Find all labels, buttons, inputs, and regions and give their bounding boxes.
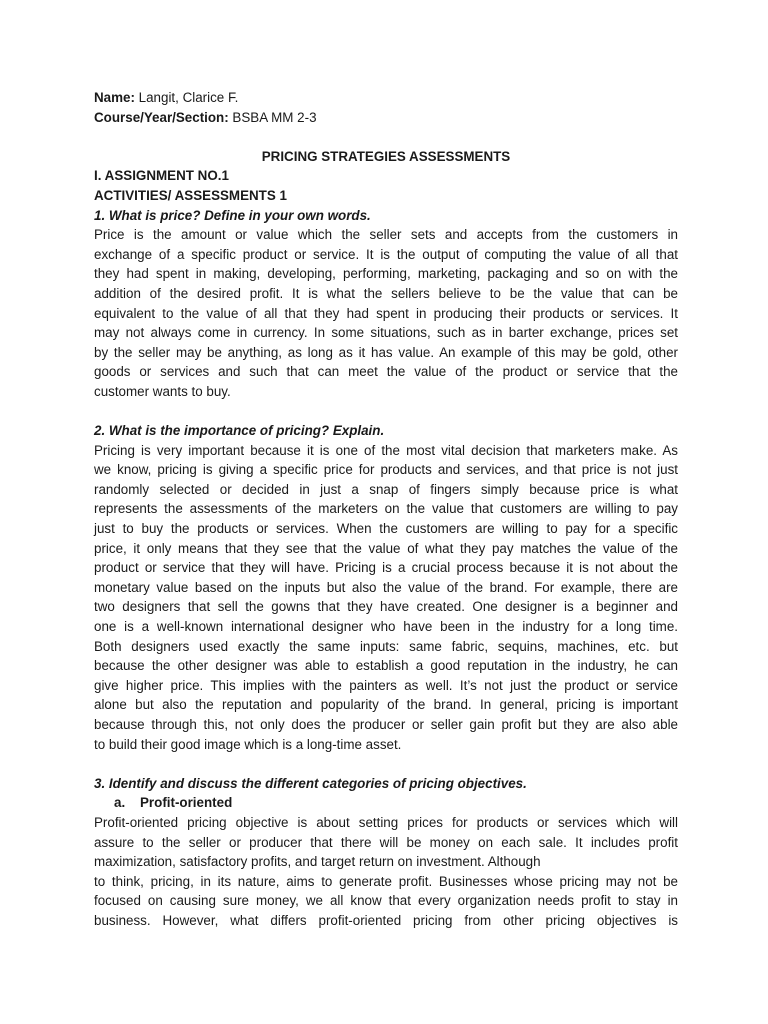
answer-2-line: give higher price. This implies with the painters as well. It’s not just the product or service xyxy=(94,677,678,693)
answer-2-line: price, it only means that they see that the value of what they pay matches the value of the xyxy=(94,540,678,556)
answer-1-line: they had spent in making, developing, performing, marketing, packaging and so on with the xyxy=(94,266,678,282)
answer-2-line: because through this, not only does the producer or seller gain profit but they are also able xyxy=(94,717,678,732)
name-line xyxy=(94,88,678,108)
answer-3-line: focused on causing sure money, we all know that every organization needs profit to stay in xyxy=(94,893,678,909)
answer-2-line: Pricing is very important because it is one of the most vital decision that marketers make. As xyxy=(94,442,678,458)
course-line xyxy=(94,108,678,128)
answer-3-paragraph xyxy=(94,813,678,931)
answer-1-paragraph xyxy=(94,225,678,401)
subheading-label: Profit-oriented xyxy=(140,795,233,811)
answer-1-line: by the seller may be anything, as long as it has value. An example of this may be gold, other xyxy=(94,344,678,360)
answer-3-line: assure to the seller or producer that there will be money on each sale. It includes profit xyxy=(94,834,678,850)
assignment-heading: I. ASSIGNMENT NO.1 xyxy=(94,168,229,184)
answer-1-line: may not always come in currency. In some situations, such as in barter exchange, prices set xyxy=(94,325,678,341)
document-title: PRICING STRATEGIES ASSESSMENTS xyxy=(261,148,511,164)
answer-2-line: one is a well-known international designer who have been in the industry for a long time. xyxy=(94,619,678,635)
answer-1-line: exchange of a specific product or service. It is the output of computing the value of all that xyxy=(94,246,678,262)
answer-2-line: to build their good image which is a long-time asset. xyxy=(94,736,402,752)
answer-3-line: to think, pricing, in its nature, aims to generate profit. Businesses whose pricing may not be xyxy=(94,873,678,889)
answer-3-line: Profit-oriented pricing objective is about setting prices for products or services which will xyxy=(94,814,678,830)
spacer xyxy=(94,754,678,774)
answer-2-line: randomly selected or decided in just a snap of fingers simply because price is what xyxy=(94,481,678,497)
answer-1-line: addition of the desired profit. It is what the sellers believe to be the value that can be xyxy=(94,285,678,301)
question-3-heading: 3. Identify and discuss the different categories of pricing objectives. xyxy=(94,775,527,791)
answer-1-line: equivalent to the value of all that they had spent in producing their products or services. It xyxy=(94,305,678,321)
spacer xyxy=(94,127,678,147)
list-marker: a. xyxy=(114,795,126,811)
question-1-heading: 1. What is price? Define in your own words. xyxy=(94,207,371,223)
answer-2-line: monetary value based on the inputs but also the value of the brand. For example, there are xyxy=(94,579,678,595)
subheading-profit-oriented xyxy=(94,793,678,813)
answer-2-paragraph xyxy=(94,441,678,755)
activities-heading: ACTIVITIES/ ASSESSMENTS 1 xyxy=(94,187,287,203)
answer-2-line: Both designers used exactly the same inputs: same fabric, sequins, machines, etc. but xyxy=(94,638,678,654)
spacer xyxy=(94,402,678,422)
answer-1-line: Price is the amount or value which the seller sets and accepts from the customers in xyxy=(94,227,678,243)
name-label: Name: xyxy=(94,90,135,105)
answer-1-line: goods or services and such that can meet the value of the product or service that the xyxy=(94,364,678,380)
answer-3-line: maximization, satisfactory profits, and target return on investment. Although xyxy=(94,854,541,870)
answer-2-line: we know, pricing is giving a specific price for products and services, and that price is not just xyxy=(94,462,678,478)
answer-2-line: alone but also the reputation and popularity of the brand. In general, pricing is important xyxy=(94,697,678,713)
name-value: Langit, Clarice F. xyxy=(134,90,239,105)
answer-2-line: represents the assessments of the marketers on the value that customers are willing to pay xyxy=(94,501,678,517)
answer-2-line: product or service that they will have. Pricing is a crucial process because it is not about the xyxy=(94,560,678,576)
course-label: Course/Year/Section: xyxy=(94,109,229,125)
answer-2-line: because the other designer was able to establish a good reputation in the industry, he can xyxy=(94,658,678,674)
document-page xyxy=(94,88,678,931)
answer-1-line: customer wants to buy. xyxy=(94,383,231,399)
answer-2-line: two designers that sell the gowns that they have created. One designer is a beginner and xyxy=(94,599,678,615)
answer-3-line: business. However, what differs profit-oriented pricing from other pricing objectives is xyxy=(94,912,678,928)
answer-2-line: just to buy the products or services. When the customers are willing to pay for a specific xyxy=(94,521,678,537)
course-value: BSBA MM 2-3 xyxy=(228,109,317,125)
question-2-heading: 2. What is the importance of pricing? Explain. xyxy=(94,423,385,439)
